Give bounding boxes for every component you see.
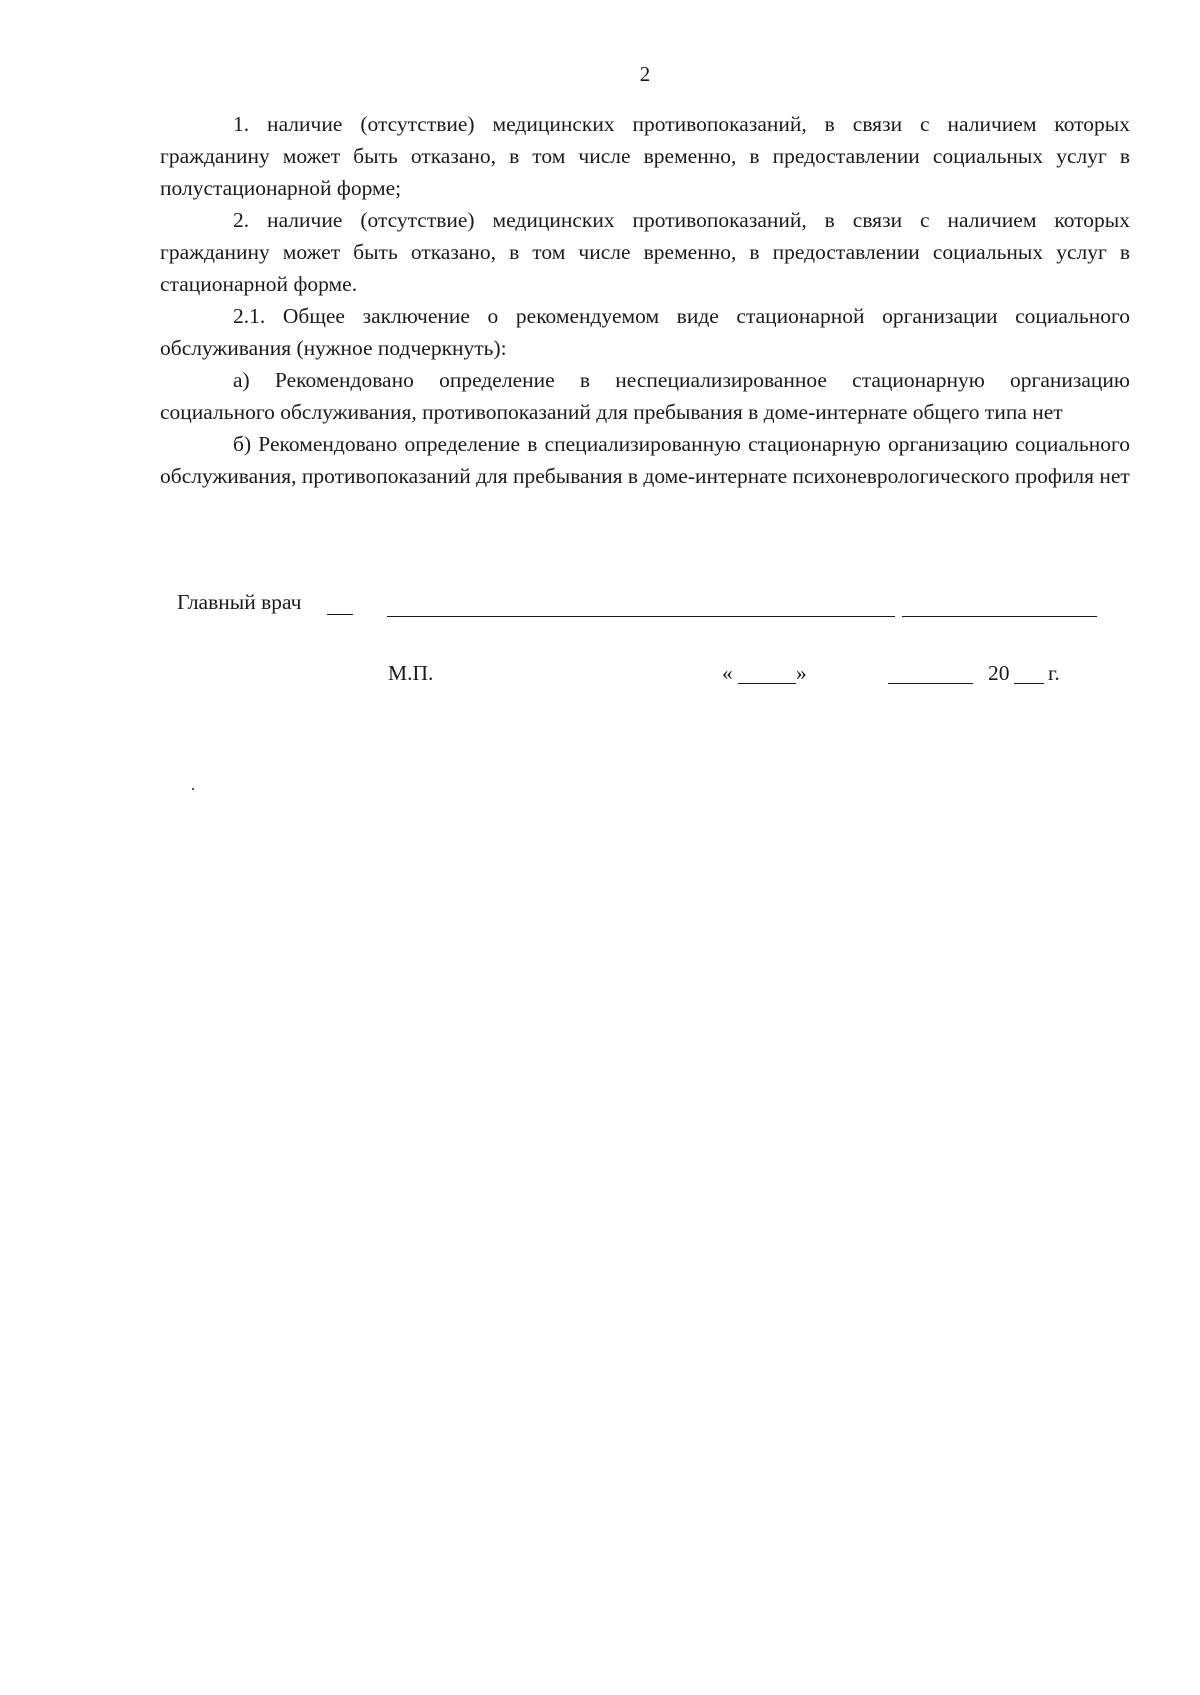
date-close-quote: » bbox=[796, 661, 807, 685]
option-a-non-specialized: а) Рекомендовано определение в неспециализированное стационарную организацию социального обслуживания, противопоказаний для пребывания в доме-интернате общего типа нет bbox=[160, 368, 1130, 424]
paragraph-semi-stationary-contraindications: 1. наличие (отсутствие) медицинских противопоказаний, в связи с наличием которых гражданину может быть отказано, в том числе временно, в предоставлении социальных услуг в полустационарной форме; bbox=[160, 112, 1130, 200]
year-blank bbox=[1014, 683, 1044, 684]
option-b-specialized: б) Рекомендовано определение в специализированную стационарную организацию социального обслуживания, противопоказаний для пребывания в доме-интернате психоневрологического профиля нет bbox=[160, 432, 1130, 488]
year-suffix: г. bbox=[1048, 661, 1060, 685]
date-open-quote: « bbox=[722, 661, 733, 685]
year-prefix: 20 bbox=[988, 661, 1010, 685]
signature-short-line bbox=[327, 614, 353, 615]
signature-line bbox=[387, 616, 895, 617]
scan-speck bbox=[192, 788, 194, 790]
day-blank bbox=[738, 683, 796, 684]
signature-block bbox=[177, 590, 1097, 622]
name-line bbox=[902, 616, 1097, 617]
paragraph-general-conclusion: 2.1. Общее заключение о рекомендуемом виде стационарной организации социального обслуживания (нужное подчеркнуть): bbox=[160, 304, 1130, 360]
document-body bbox=[160, 108, 1130, 492]
paragraph-stationary-contraindications: 2. наличие (отсутствие) медицинских противопоказаний, в связи с наличием которых гражданину может быть отказано, в том числе временно, в предоставлении социальных услуг в стационарной форме. bbox=[160, 208, 1130, 296]
month-blank bbox=[888, 683, 973, 684]
chief-doctor-label: Главный врач bbox=[177, 590, 302, 614]
stamp-place-label: М.П. bbox=[388, 661, 434, 685]
page-number: 2 bbox=[639, 62, 651, 86]
stamp-date-row bbox=[388, 661, 1088, 695]
